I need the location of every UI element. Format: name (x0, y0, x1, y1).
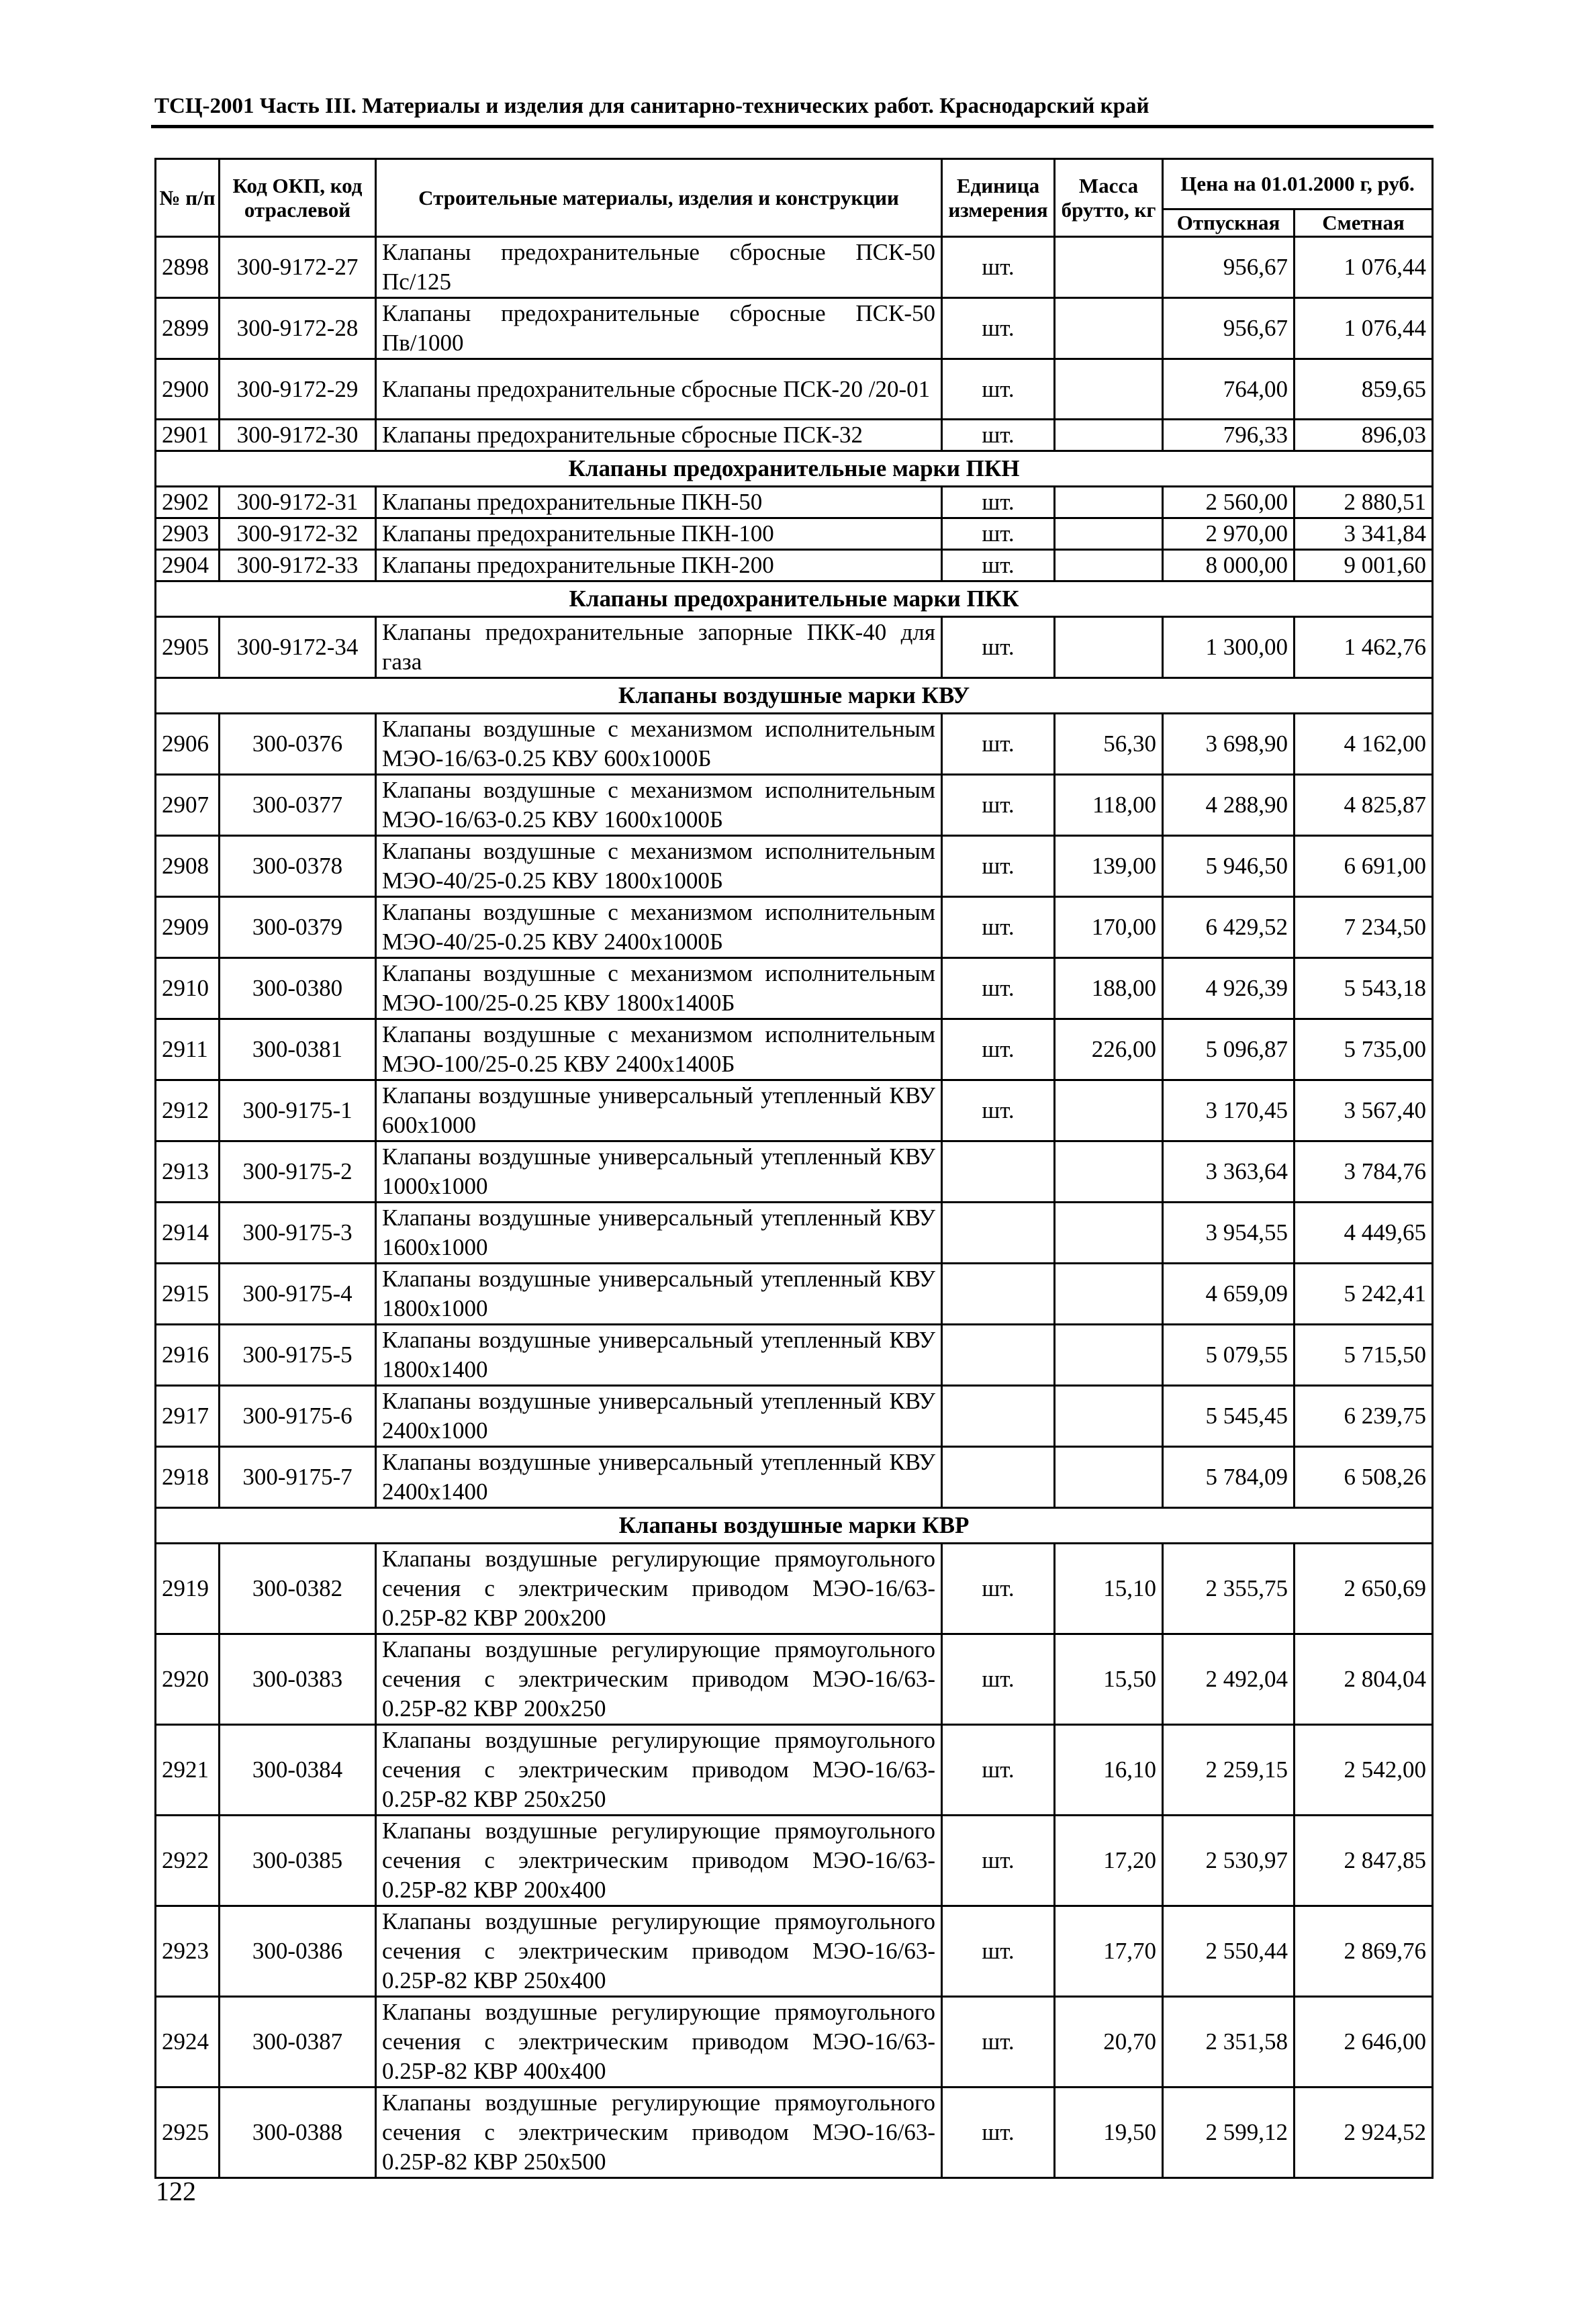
column-header-price-release: Отпускная (1163, 209, 1295, 237)
unit-of-measure (942, 1141, 1055, 1203)
estimate-price: 6 508,26 (1295, 1447, 1433, 1508)
table-row (156, 897, 1433, 958)
gross-mass (1055, 487, 1163, 518)
item-name: Клапаны воздушные универсальный утепленный КВУ 1800x1400 (376, 1325, 942, 1386)
row-number: 2904 (156, 550, 220, 581)
unit-of-measure: шт. (942, 775, 1055, 836)
unit-of-measure: шт. (942, 298, 1055, 359)
okp-code: 300-0386 (220, 1906, 376, 1997)
okp-code: 300-0382 (220, 1544, 376, 1634)
table-row (156, 1325, 1433, 1386)
okp-code: 300-0376 (220, 714, 376, 775)
gross-mass (1055, 359, 1163, 420)
unit-of-measure: шт. (942, 237, 1055, 298)
row-number: 2909 (156, 897, 220, 958)
page-header: ТСЦ-2001 Часть III. Материалы и изделия для санитарно-технических работ. Краснодарский край (154, 94, 1149, 118)
row-number: 2900 (156, 359, 220, 420)
release-price: 2 560,00 (1163, 487, 1295, 518)
table-row (156, 1816, 1433, 1906)
table-row (156, 420, 1433, 451)
row-number: 2915 (156, 1264, 220, 1325)
table-row (156, 1725, 1433, 1816)
gross-mass (1055, 420, 1163, 451)
estimate-price: 2 847,85 (1295, 1816, 1433, 1906)
estimate-price: 3 567,40 (1295, 1080, 1433, 1141)
table-row (156, 1447, 1433, 1508)
estimate-price: 1 462,76 (1295, 617, 1433, 678)
table-row (156, 1019, 1433, 1080)
okp-code: 300-0383 (220, 1634, 376, 1725)
okp-code: 300-9175-5 (220, 1325, 376, 1386)
gross-mass (1055, 550, 1163, 581)
table-body (156, 237, 1433, 2178)
section-row (156, 678, 1433, 714)
section-row (156, 581, 1433, 617)
estimate-price: 7 234,50 (1295, 897, 1433, 958)
okp-code: 300-9175-4 (220, 1264, 376, 1325)
row-number: 2918 (156, 1447, 220, 1508)
release-price: 4 926,39 (1163, 958, 1295, 1019)
okp-code: 300-9175-1 (220, 1080, 376, 1141)
estimate-price: 2 924,52 (1295, 2088, 1433, 2178)
estimate-price: 5 715,50 (1295, 1325, 1433, 1386)
table-row (156, 836, 1433, 897)
release-price: 3 698,90 (1163, 714, 1295, 775)
section-title: Клапаны воздушные марки КВР (156, 1508, 1433, 1544)
release-price: 3 954,55 (1163, 1203, 1295, 1264)
item-name: Клапаны воздушные с механизмом исполнительным МЭО-100/25-0.25 КВУ 2400x1400Б (376, 1019, 942, 1080)
item-name: Клапаны воздушные универсальный утепленный КВУ 2400x1400 (376, 1447, 942, 1508)
estimate-price: 2 542,00 (1295, 1725, 1433, 1816)
item-name: Клапаны воздушные регулирующие прямоугольного сечения с электрическим приводом МЭО-16/63-0.25Р-82 КВР 400x400 (376, 1997, 942, 2088)
unit-of-measure: шт. (942, 714, 1055, 775)
okp-code: 300-0381 (220, 1019, 376, 1080)
okp-code: 300-0380 (220, 958, 376, 1019)
unit-of-measure: шт. (942, 1634, 1055, 1725)
row-number: 2907 (156, 775, 220, 836)
release-price: 5 096,87 (1163, 1019, 1295, 1080)
release-price: 1 300,00 (1163, 617, 1295, 678)
table-row (156, 1634, 1433, 1725)
unit-of-measure: шт. (942, 958, 1055, 1019)
section-row (156, 1508, 1433, 1544)
gross-mass (1055, 237, 1163, 298)
row-number: 2906 (156, 714, 220, 775)
row-number: 2912 (156, 1080, 220, 1141)
gross-mass (1055, 1141, 1163, 1203)
unit-of-measure: шт. (942, 1544, 1055, 1634)
item-name: Клапаны воздушные регулирующие прямоугольного сечения с электрическим приводом МЭО-16/63-0.25Р-82 КВР 250x400 (376, 1906, 942, 1997)
row-number: 2901 (156, 420, 220, 451)
row-number: 2911 (156, 1019, 220, 1080)
estimate-price: 2 880,51 (1295, 487, 1433, 518)
unit-of-measure: шт. (942, 617, 1055, 678)
table-row (156, 2088, 1433, 2178)
release-price: 5 946,50 (1163, 836, 1295, 897)
row-number: 2899 (156, 298, 220, 359)
okp-code: 300-9175-3 (220, 1203, 376, 1264)
release-price: 2 492,04 (1163, 1634, 1295, 1725)
table-row (156, 1906, 1433, 1997)
gross-mass: 139,00 (1055, 836, 1163, 897)
okp-code: 300-9172-33 (220, 550, 376, 581)
row-number: 2905 (156, 617, 220, 678)
okp-code: 300-9175-7 (220, 1447, 376, 1508)
gross-mass: 16,10 (1055, 1725, 1163, 1816)
unit-of-measure: шт. (942, 897, 1055, 958)
estimate-price: 4 449,65 (1295, 1203, 1433, 1264)
estimate-price: 2 650,69 (1295, 1544, 1433, 1634)
unit-of-measure (942, 1203, 1055, 1264)
okp-code: 300-0377 (220, 775, 376, 836)
gross-mass (1055, 617, 1163, 678)
unit-of-measure: шт. (942, 1725, 1055, 1816)
column-header-name: Строительные материалы, изделия и конструкции (376, 159, 942, 237)
row-number: 2898 (156, 237, 220, 298)
unit-of-measure: шт. (942, 1080, 1055, 1141)
gross-mass (1055, 1325, 1163, 1386)
table-row (156, 1997, 1433, 2088)
release-price: 956,67 (1163, 298, 1295, 359)
item-name: Клапаны предохранительные сбросные ПСК-50 Пс/125 (376, 237, 942, 298)
okp-code: 300-0378 (220, 836, 376, 897)
gross-mass (1055, 1386, 1163, 1447)
unit-of-measure: шт. (942, 1997, 1055, 2088)
column-header-code: Код ОКП, код отраслевой (220, 159, 376, 237)
item-name: Клапаны воздушные с механизмом исполнительным МЭО-16/63-0.25 КВУ 600x1000Б (376, 714, 942, 775)
table-row (156, 550, 1433, 581)
release-price: 8 000,00 (1163, 550, 1295, 581)
unit-of-measure: шт. (942, 550, 1055, 581)
gross-mass: 226,00 (1055, 1019, 1163, 1080)
row-number: 2921 (156, 1725, 220, 1816)
header-rule (151, 125, 1434, 128)
table-row (156, 518, 1433, 550)
unit-of-measure: шт. (942, 1906, 1055, 1997)
gross-mass: 17,20 (1055, 1816, 1163, 1906)
estimate-price: 5 735,00 (1295, 1019, 1433, 1080)
release-price: 764,00 (1163, 359, 1295, 420)
okp-code: 300-0388 (220, 2088, 376, 2178)
page-number: 122 (156, 2176, 196, 2206)
row-number: 2923 (156, 1906, 220, 1997)
table-row (156, 1386, 1433, 1447)
okp-code: 300-0385 (220, 1816, 376, 1906)
estimate-price: 4 162,00 (1295, 714, 1433, 775)
gross-mass (1055, 1203, 1163, 1264)
table-row (156, 714, 1433, 775)
item-name: Клапаны предохранительные ПКН-100 (376, 518, 942, 550)
item-name: Клапаны воздушные с механизмом исполнительным МЭО-100/25-0.25 КВУ 1800x1400Б (376, 958, 942, 1019)
release-price: 2 355,75 (1163, 1544, 1295, 1634)
item-name: Клапаны предохранительные сбросные ПСК-20 /20-01 (376, 359, 942, 420)
item-name: Клапаны воздушные универсальный утепленный КВУ 1800x1000 (376, 1264, 942, 1325)
item-name: Клапаны предохранительные сбросные ПСК-50 Пв/1000 (376, 298, 942, 359)
release-price: 2 259,15 (1163, 1725, 1295, 1816)
table-row (156, 1264, 1433, 1325)
item-name: Клапаны воздушные регулирующие прямоугольного сечения с электрическим приводом МЭО-16/63-0.25Р-82 КВР 250x500 (376, 2088, 942, 2178)
item-name: Клапаны воздушные регулирующие прямоугольного сечения с электрическим приводом МЭО-16/63-0.25Р-82 КВР 200x250 (376, 1634, 942, 1725)
release-price: 5 079,55 (1163, 1325, 1295, 1386)
okp-code: 300-9172-30 (220, 420, 376, 451)
estimate-price: 6 239,75 (1295, 1386, 1433, 1447)
section-title: Клапаны предохранительные марки ПКН (156, 451, 1433, 487)
item-name: Клапаны воздушные универсальный утепленный КВУ 2400x1000 (376, 1386, 942, 1447)
gross-mass: 170,00 (1055, 897, 1163, 958)
gross-mass: 15,50 (1055, 1634, 1163, 1725)
estimate-price: 2 804,04 (1295, 1634, 1433, 1725)
unit-of-measure (942, 1264, 1055, 1325)
row-number: 2908 (156, 836, 220, 897)
okp-code: 300-0384 (220, 1725, 376, 1816)
row-number: 2920 (156, 1634, 220, 1725)
release-price: 2 530,97 (1163, 1816, 1295, 1906)
okp-code: 300-9172-27 (220, 237, 376, 298)
okp-code: 300-9172-32 (220, 518, 376, 550)
unit-of-measure: шт. (942, 359, 1055, 420)
item-name: Клапаны воздушные с механизмом исполнительным МЭО-40/25-0.25 КВУ 1800x1000Б (376, 836, 942, 897)
column-header-unit: Единица измерения (942, 159, 1055, 237)
release-price: 956,67 (1163, 237, 1295, 298)
unit-of-measure (942, 1386, 1055, 1447)
item-name: Клапаны воздушные регулирующие прямоугольного сечения с электрическим приводом МЭО-16/63-0.25Р-82 КВР 200x200 (376, 1544, 942, 1634)
release-price: 3 170,45 (1163, 1080, 1295, 1141)
item-name: Клапаны воздушные регулирующие прямоугольного сечения с электрическим приводом МЭО-16/63-0.25Р-82 КВР 250x250 (376, 1725, 942, 1816)
item-name: Клапаны воздушные с механизмом исполнительным МЭО-16/63-0.25 КВУ 1600x1000Б (376, 775, 942, 836)
estimate-price: 6 691,00 (1295, 836, 1433, 897)
table-row (156, 1544, 1433, 1634)
table-row (156, 1080, 1433, 1141)
section-title: Клапаны предохранительные марки ПКК (156, 581, 1433, 617)
gross-mass (1055, 298, 1163, 359)
estimate-price: 859,65 (1295, 359, 1433, 420)
gross-mass: 20,70 (1055, 1997, 1163, 2088)
unit-of-measure: шт. (942, 487, 1055, 518)
row-number: 2919 (156, 1544, 220, 1634)
table-row (156, 775, 1433, 836)
unit-of-measure: шт. (942, 518, 1055, 550)
table-row (156, 1203, 1433, 1264)
okp-code: 300-9172-28 (220, 298, 376, 359)
table-row (156, 958, 1433, 1019)
okp-code: 300-0387 (220, 1997, 376, 2088)
release-price: 4 659,09 (1163, 1264, 1295, 1325)
gross-mass (1055, 1447, 1163, 1508)
materials-table (154, 158, 1434, 2179)
estimate-price: 9 001,60 (1295, 550, 1433, 581)
row-number: 2914 (156, 1203, 220, 1264)
estimate-price: 5 242,41 (1295, 1264, 1433, 1325)
release-price: 796,33 (1163, 420, 1295, 451)
item-name: Клапаны предохранительные ПКН-200 (376, 550, 942, 581)
unit-of-measure (942, 1325, 1055, 1386)
gross-mass: 19,50 (1055, 2088, 1163, 2178)
item-name: Клапаны предохранительные запорные ПКК-40 для газа (376, 617, 942, 678)
table-row (156, 359, 1433, 420)
section-row (156, 451, 1433, 487)
gross-mass: 15,10 (1055, 1544, 1163, 1634)
okp-code: 300-9172-31 (220, 487, 376, 518)
estimate-price: 896,03 (1295, 420, 1433, 451)
estimate-price: 4 825,87 (1295, 775, 1433, 836)
row-number: 2910 (156, 958, 220, 1019)
okp-code: 300-9172-34 (220, 617, 376, 678)
table-row (156, 487, 1433, 518)
table-row (156, 298, 1433, 359)
row-number: 2913 (156, 1141, 220, 1203)
row-number: 2902 (156, 487, 220, 518)
item-name: Клапаны предохранительные ПКН-50 (376, 487, 942, 518)
row-number: 2917 (156, 1386, 220, 1447)
gross-mass (1055, 518, 1163, 550)
unit-of-measure: шт. (942, 836, 1055, 897)
column-header-price-estimate: Сметная (1295, 209, 1433, 237)
column-header-num: № п/п (156, 159, 220, 237)
table-row (156, 1141, 1433, 1203)
item-name: Клапаны предохранительные сбросные ПСК-32 (376, 420, 942, 451)
unit-of-measure: шт. (942, 1019, 1055, 1080)
release-price: 2 970,00 (1163, 518, 1295, 550)
unit-of-measure: шт. (942, 1816, 1055, 1906)
release-price: 2 550,44 (1163, 1906, 1295, 1997)
item-name: Клапаны воздушные с механизмом исполнительным МЭО-40/25-0.25 КВУ 2400x1000Б (376, 897, 942, 958)
item-name: Клапаны воздушные универсальный утепленный КВУ 1600x1000 (376, 1203, 942, 1264)
release-price: 6 429,52 (1163, 897, 1295, 958)
table-row (156, 617, 1433, 678)
estimate-price: 3 341,84 (1295, 518, 1433, 550)
row-number: 2916 (156, 1325, 220, 1386)
release-price: 5 784,09 (1163, 1447, 1295, 1508)
okp-code: 300-9175-2 (220, 1141, 376, 1203)
row-number: 2925 (156, 2088, 220, 2178)
okp-code: 300-0379 (220, 897, 376, 958)
unit-of-measure: шт. (942, 420, 1055, 451)
item-name: Клапаны воздушные регулирующие прямоугольного сечения с электрическим приводом МЭО-16/63-0.25Р-82 КВР 200x400 (376, 1816, 942, 1906)
unit-of-measure (942, 1447, 1055, 1508)
gross-mass (1055, 1080, 1163, 1141)
estimate-price: 5 543,18 (1295, 958, 1433, 1019)
unit-of-measure: шт. (942, 2088, 1055, 2178)
estimate-price: 1 076,44 (1295, 298, 1433, 359)
gross-mass: 56,30 (1055, 714, 1163, 775)
gross-mass (1055, 1264, 1163, 1325)
column-header-mass: Масса брутто, кг (1055, 159, 1163, 237)
table-header (156, 159, 1433, 237)
estimate-price: 1 076,44 (1295, 237, 1433, 298)
row-number: 2922 (156, 1816, 220, 1906)
gross-mass: 118,00 (1055, 775, 1163, 836)
okp-code: 300-9175-6 (220, 1386, 376, 1447)
section-title: Клапаны воздушные марки КВУ (156, 678, 1433, 714)
column-header-price: Цена на 01.01.2000 г, руб. (1163, 159, 1433, 209)
release-price: 2 351,58 (1163, 1997, 1295, 2088)
item-name: Клапаны воздушные универсальный утепленный КВУ 1000x1000 (376, 1141, 942, 1203)
estimate-price: 2 869,76 (1295, 1906, 1433, 1997)
gross-mass: 188,00 (1055, 958, 1163, 1019)
gross-mass: 17,70 (1055, 1906, 1163, 1997)
release-price: 4 288,90 (1163, 775, 1295, 836)
release-price: 2 599,12 (1163, 2088, 1295, 2178)
release-price: 5 545,45 (1163, 1386, 1295, 1447)
estimate-price: 2 646,00 (1295, 1997, 1433, 2088)
item-name: Клапаны воздушные универсальный утепленный КВУ 600x1000 (376, 1080, 942, 1141)
estimate-price: 3 784,76 (1295, 1141, 1433, 1203)
okp-code: 300-9172-29 (220, 359, 376, 420)
row-number: 2924 (156, 1997, 220, 2088)
release-price: 3 363,64 (1163, 1141, 1295, 1203)
table-row (156, 237, 1433, 298)
row-number: 2903 (156, 518, 220, 550)
